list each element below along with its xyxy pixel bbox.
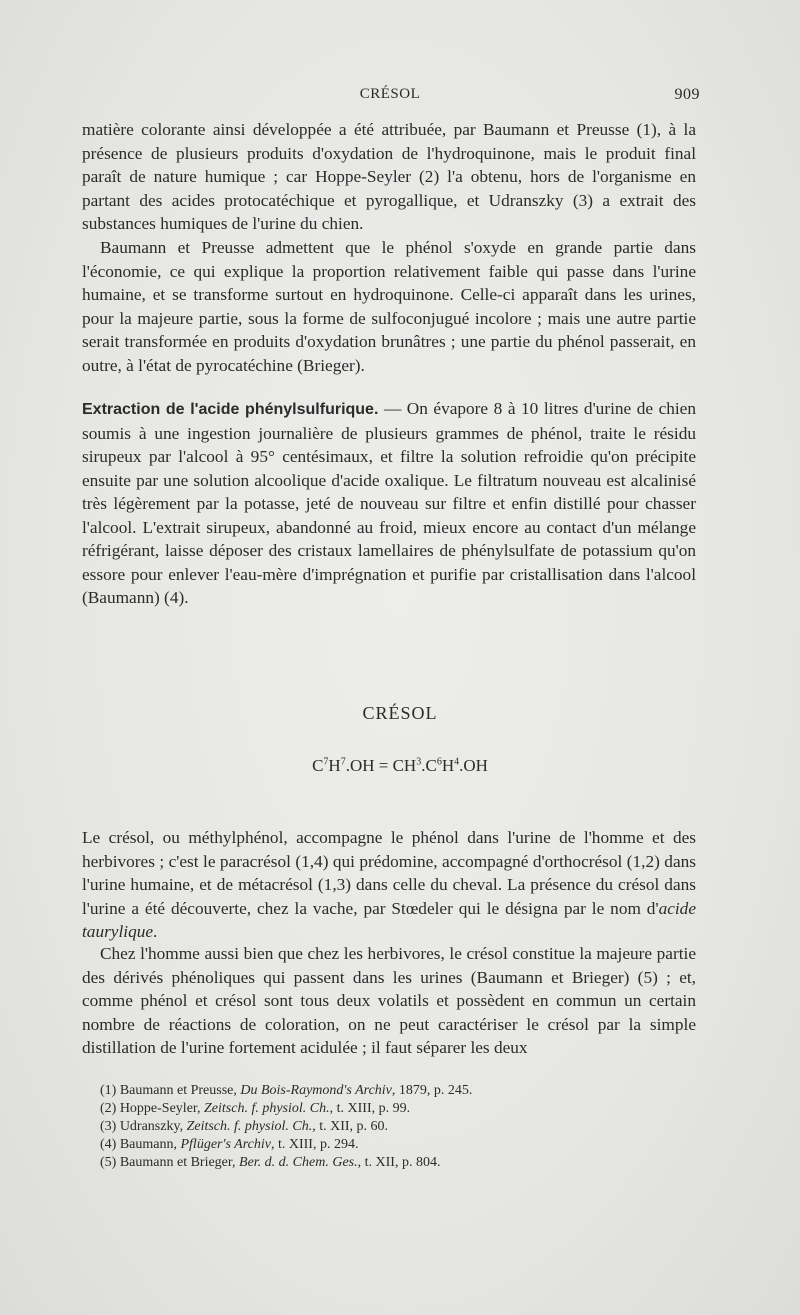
paragraph-cresol-separation <box>82 942 696 1060</box>
footnote-source: Ber. d. d. Chem. Ges. <box>239 1155 358 1170</box>
footnote <box>100 1136 700 1154</box>
page-header <box>80 86 700 108</box>
formula-part: H <box>328 756 341 775</box>
formula-sup: 6 <box>436 756 442 768</box>
paragraph-2-text: Baumann et Preusse admettent que le phénol s'oxyde en grande partie dans l'économie, ce qui explique la proportion relativement faible qui passe dans l'urine humaine, et se transforme surtout en hydroquinone. Celle-ci apparaît dans les urines, pour la majeure partie, sous la forme de sulfoconjugué incolore ; mais une autre partie serait transformée en produits d'oxydation brunâtres ; une partie du phénol passerait, en outre, à l'état de pyrocatéchine (Brieger). <box>82 238 696 375</box>
formula-sup: 7 <box>340 756 346 768</box>
footnote-author: (5) Baumann et Brieger, <box>100 1155 240 1170</box>
paragraph-extraction <box>82 397 696 610</box>
paragraph-2 <box>82 236 696 377</box>
formula-sup: 7 <box>323 756 329 768</box>
footnote <box>100 1118 700 1136</box>
paragraph-1 <box>82 118 696 236</box>
formula-part: .OH <box>459 756 488 775</box>
cresol-intro-text: Le crésol, ou méthylphénol, accompagne le phénol dans l'urine de l'homme et des herbivores ; c'est le paracrésol (1,4) qui prédomine, accompagné d'orthocrésol (1,2) dans l'urine humaine, et de métacrésol (1,3) dans celle du cheval. La présence du crésol dans l'urine a été découverte, chez la vache, par Stœdeler qui le désigna par le nom d' <box>82 828 696 918</box>
formula-sup: 4 <box>454 756 460 768</box>
extraction-heading: Extraction de l'acide phénylsulfurique. <box>82 401 379 418</box>
formula-part: .OH = CH <box>345 756 417 775</box>
paragraph-cresol-intro-text <box>82 826 696 944</box>
formula-part: .C <box>421 756 437 775</box>
footnote-ref: , t. XIII, p. 99. <box>329 1101 411 1116</box>
footnote-author: (4) Baumann, <box>100 1137 181 1152</box>
footnote-author: (3) Udranszky, <box>100 1119 187 1134</box>
footnote-author: (2) Hoppe-Seyler, <box>100 1101 205 1116</box>
footnotes <box>100 1082 700 1172</box>
paragraph-cresol-separation-text: Chez l'homme aussi bien que chez les herbivores, le crésol constitue la majeure partie des dérivés phénoliques qui passent dans les urines (Baumann et Brieger) (5) ; et, comme phénol et crésol sont tous deux volatils et possèdent en commun un certain nombre de réactions de coloration, on ne peut caractériser le crésol par la simple distillation de l'urine fortement acidulée ; il faut séparer les deux <box>82 944 696 1057</box>
footnote-author: (1) Baumann et Preusse, <box>100 1083 241 1098</box>
extraction-body: — On évapore 8 à 10 litres d'urine de chien soumis à une ingestion journalière de plusieurs grammes de phénol, traite le résidu sirupeux par l'alcool à 95° centésimaux, et filtre la solution refroidie qu'on précipite ensuite par une solution alcoolique d'acide oxalique. Le filtratum nouveau est alcalinisé très légèrement par la potasse, jeté de nouveau sur filtre et enfin distillé pour chasser l'alcool. L'extrait sirupeux, abandonné au froid, mieux encore au contact d'un mélange réfrigérant, laisse déposer des cristaux lamellaires de phénylsulfate de potassium qu'on essore pour enlever l'eau-mère d'imprégnation et purifie par cristallisation dans l'alcool (Baumann) (4). <box>82 399 696 607</box>
footnote <box>100 1100 700 1118</box>
chemical-formula <box>0 756 800 776</box>
paragraph-extraction-text <box>82 397 696 610</box>
paragraph-cresol-intro <box>82 826 696 944</box>
acide-taurylique-term: acide taurylique <box>82 898 696 941</box>
formula-part: C <box>312 756 324 775</box>
footnote-source: Du Bois-Raymond's Archiv <box>240 1083 392 1098</box>
footnote <box>100 1082 700 1100</box>
footnote-ref: , t. XII, p. 804. <box>357 1155 441 1170</box>
paragraph-1-text: matière colorante ainsi développée a été attribuée, par Baumann et Preusse (1), à la présence de plusieurs produits d'oxydation de l'hydroquinone, mais le produit final paraît de nature humique ; car Hoppe-Seyler (2) l'a obtenu, hors de l'organisme en partant des acides protocatéchique et pyrogallique, et Udranszky (3) a extrait des substances humiques de l'urine du chien. <box>82 120 696 233</box>
cresol-intro-end: . <box>153 922 158 941</box>
footnote-ref: , t. XII, p. 60. <box>312 1119 389 1134</box>
page-number: 909 <box>674 86 700 103</box>
footnote-source: Zeitsch. f. physiol. Ch. <box>204 1101 330 1116</box>
footnote-ref: , 1879, p. 245. <box>391 1083 473 1098</box>
footnote-ref: , t. XIII, p. 294. <box>270 1137 359 1152</box>
section-title: CRÉSOL <box>362 703 438 723</box>
formula-part: H <box>441 756 455 775</box>
footnote <box>100 1154 700 1172</box>
formula-sup: 3 <box>416 756 422 768</box>
running-title: CRÉSOL <box>359 86 421 102</box>
footnote-source: Zeitsch. f. physiol. Ch. <box>186 1119 313 1134</box>
footnote-source: Pflüger's Archiv <box>180 1137 271 1152</box>
